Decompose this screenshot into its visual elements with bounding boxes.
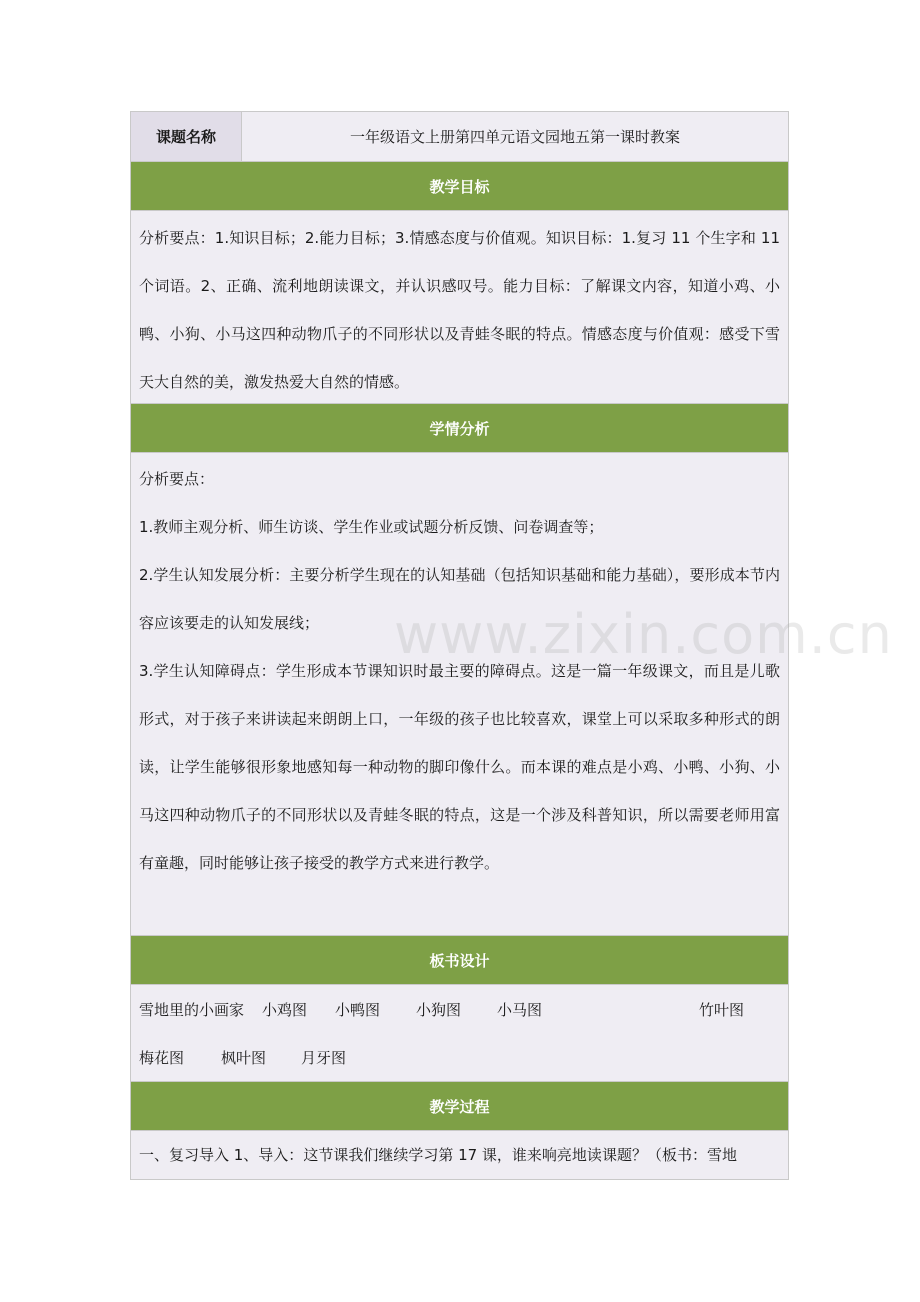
goals-body xyxy=(131,211,788,404)
analysis-header: 学情分析 xyxy=(131,404,788,453)
title-value: 一年级语文上册第四单元语文园地五第一课时教案 xyxy=(349,128,680,146)
analysis-point-2: 2.学生认知发展分析：主要分析学生现在的认知基础（包括知识基础和能力基础），要形成本节内容应该要走的认知发展线； xyxy=(139,566,780,632)
board-line-2 xyxy=(139,1034,780,1082)
watermark: www.zixin.com.cn xyxy=(394,603,893,666)
board-item: 小狗图 xyxy=(416,1001,462,1019)
process-text: 一、复习导入 1、导入：这节课我们继续学习第 17 课，谁来响亮地读课题？（板书：雪地 xyxy=(139,1146,737,1164)
board-item: 月牙图 xyxy=(301,1049,347,1067)
analysis-intro: 分析要点： xyxy=(139,470,215,488)
board-item: 小鸡图 xyxy=(262,1001,308,1019)
board-item: 梅花图 xyxy=(139,1049,185,1067)
board-item: 枫叶图 xyxy=(221,1049,267,1067)
goals-header: 教学目标 xyxy=(131,162,788,211)
board-line-1 xyxy=(139,986,780,1034)
board-item: 小马图 xyxy=(497,1001,543,1019)
goals-text: 分析要点：1.知识目标；2.能力目标；3.情感态度与价值观。知识目标：1.复习 11 个生字和 11 个词语。2、正确、流利地朗读课文，并认识感叹号。能力目标：了解课文内容，知道小鸡、小鸭、小狗、小马这四种动物爪子的不同形状以及青蛙冬眠的特点。情感态度与价值观：感受下雪天大自然的美，激发热爱大自然的情感。 xyxy=(139,229,780,391)
title-row xyxy=(131,112,788,162)
process-body xyxy=(131,1131,788,1179)
board-item: 雪地里的小画家 xyxy=(139,1001,245,1019)
board-item: 小鸭图 xyxy=(335,1001,381,1019)
process-header: 教学过程 xyxy=(131,1082,788,1131)
analysis-body xyxy=(131,453,788,936)
board-body xyxy=(131,985,788,1082)
analysis-point-1: 1.教师主观分析、师生访谈、学生作业或试题分析反馈、问卷调查等； xyxy=(139,518,604,536)
lesson-plan-table xyxy=(130,111,789,1180)
title-label: 课题名称 xyxy=(131,112,242,161)
board-header: 板书设计 xyxy=(131,936,788,985)
analysis-point-3: 3.学生认知障碍点：学生形成本节课知识时最主要的障碍点。这是一篇一年级课文，而且是儿歌形式，对于孩子来讲读起来朗朗上口，一年级的孩子也比较喜欢，课堂上可以采取多种形式的朗读，让学生能够很形象地感知每一种动物的脚印像什么。而本课的难点是小鸡、小鸭、小狗、小马这四种动物爪子的不同形状以及青蛙冬眠的特点，这是一个涉及科普知识，所以需要老师用富有童趣，同时能够让孩子接受的教学方式来进行教学。 xyxy=(139,662,780,872)
board-item: 竹叶图 xyxy=(699,1001,745,1019)
